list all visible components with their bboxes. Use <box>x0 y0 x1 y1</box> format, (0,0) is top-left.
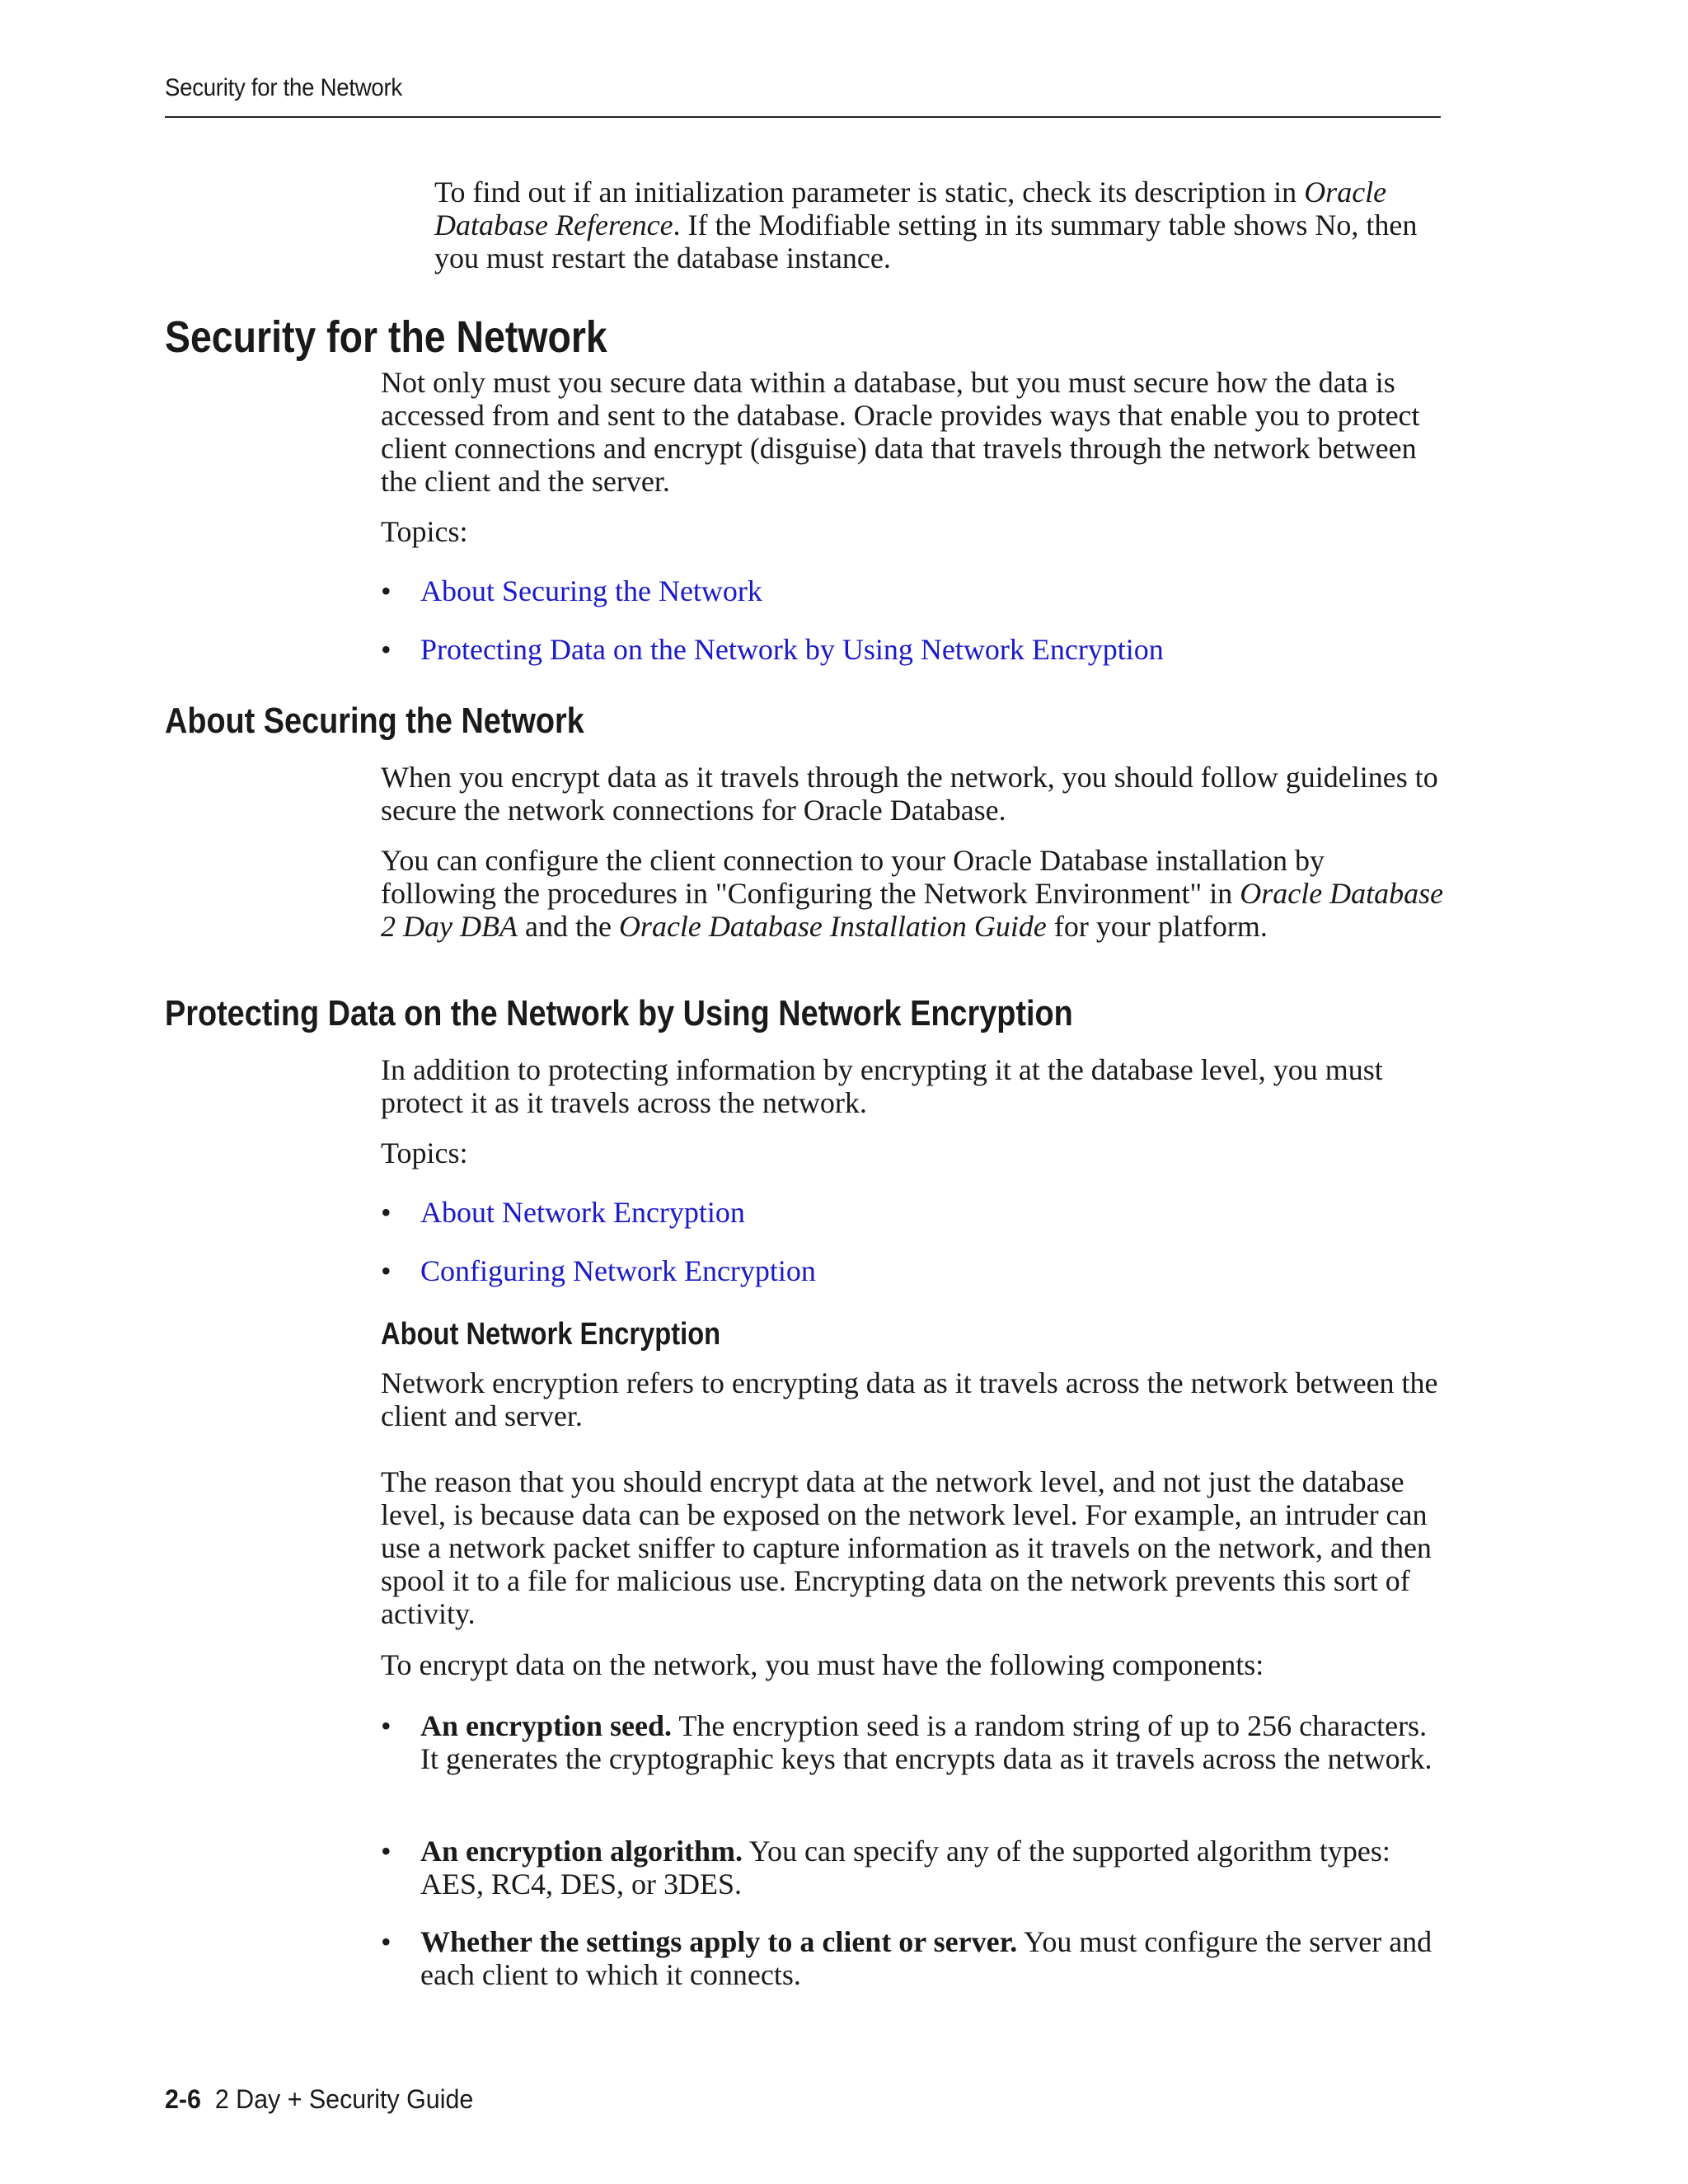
about-encryption-paragraph-2: The reason that you should encrypt data at the network level, and not just the database level, is because data can be exposed on the network level. For example, an intruder can use a network packet sniffer to capture information as it travels on the network, and then spool it to a file for malicious use. Encrypting data on the network prevents this sort of activity. <box>381 1465 1432 1630</box>
page-number: 2-6 <box>165 2084 201 2114</box>
bullet-icon: • <box>381 574 392 607</box>
component-term: An encryption algorithm. <box>420 1835 743 1868</box>
p2-text-1: You can configure the client connection to your Oracle Database installation by following the procedures in "Configuring the Network Environment" in <box>381 844 1325 910</box>
component-encryption-algorithm <box>420 1835 1442 1900</box>
subsection-title-about-securing: About Securing the Network <box>165 701 584 741</box>
header-rule <box>165 116 1441 118</box>
p2-title-install-guide: Oracle Database Installation Guide <box>618 910 1047 943</box>
bullet-icon: • <box>381 1254 392 1287</box>
p2-text-3: for your platform. <box>1046 910 1268 943</box>
page-footer <box>165 2084 473 2115</box>
intro-text-1: To find out if an initialization parameter is static, check its description in <box>434 176 1305 209</box>
subsubsection-title-about-encryption: About Network Encryption <box>381 1317 721 1352</box>
about-encryption-paragraph-3: To encrypt data on the network, you must have the following components: <box>381 1648 1264 1681</box>
about-securing-paragraph-2 <box>381 844 1444 943</box>
bullet-icon: • <box>381 633 392 666</box>
link-protecting-data[interactable]: Protecting Data on the Network by Using Network Encryption <box>420 633 1164 666</box>
component-text: You must configure the server and each client to which it connects. <box>420 1925 1432 1991</box>
bullet-icon: • <box>381 1925 392 1958</box>
section-title: Security for the Network <box>165 312 607 362</box>
intro-reference-title: Oracle Database Reference <box>434 176 1387 241</box>
link-about-securing-network[interactable]: About Securing the Network <box>420 574 762 607</box>
about-securing-paragraph-1: When you encrypt data as it travels through the network, you should follow guidelines to secure the network connections for Oracle Database. <box>381 761 1438 827</box>
subsection-title-protecting: Protecting Data on the Network by Using Network Encryption <box>165 993 1073 1033</box>
component-encryption-seed <box>420 1709 1442 1775</box>
bullet-icon: • <box>381 1709 392 1742</box>
bullet-icon: • <box>381 1196 392 1229</box>
component-client-or-server <box>420 1925 1442 1991</box>
section-paragraph: Not only must you secure data within a database, but you must secure how the data is accessed from and sent to the database. Oracle provides ways that enable you to protect client connections and encrypt (disguise) data that travels through the network between the client and the server. <box>381 366 1420 498</box>
p2-title-dba: Oracle Database 2 Day DBA <box>381 877 1444 943</box>
component-text: You can specify any of the supported algorithm types: AES, RC4, DES, or 3DES. <box>420 1835 1390 1900</box>
component-term: Whether the settings apply to a client or server. <box>420 1925 1018 1958</box>
topics-label: Topics: <box>381 515 468 548</box>
running-header: Security for the Network <box>165 74 402 101</box>
footer-title: 2 Day + Security Guide <box>214 2084 474 2114</box>
about-encryption-paragraph-1: Network encryption refers to encrypting data as it travels across the network between the client and server. <box>381 1366 1438 1432</box>
bullet-icon: • <box>381 1835 392 1868</box>
p2-text-2: and the <box>517 910 619 943</box>
intro-text-2: . If the Modifiable setting in its summary table shows No, then you must restart the database instance. <box>434 209 1418 274</box>
component-text: The encryption seed is a random string of up to 256 characters. It generates the cryptographic keys that encrypts data as it travels across the network. <box>420 1709 1432 1775</box>
link-about-network-encryption[interactable]: About Network Encryption <box>420 1196 745 1229</box>
topics-label: Topics: <box>381 1137 468 1169</box>
protecting-paragraph: In addition to protecting information by encrypting it at the database level, you must protect it as it travels across the network. <box>381 1053 1383 1119</box>
component-term: An encryption seed. <box>420 1709 672 1742</box>
link-configuring-network-encryption[interactable]: Configuring Network Encryption <box>420 1254 816 1287</box>
intro-paragraph <box>434 176 1436 274</box>
